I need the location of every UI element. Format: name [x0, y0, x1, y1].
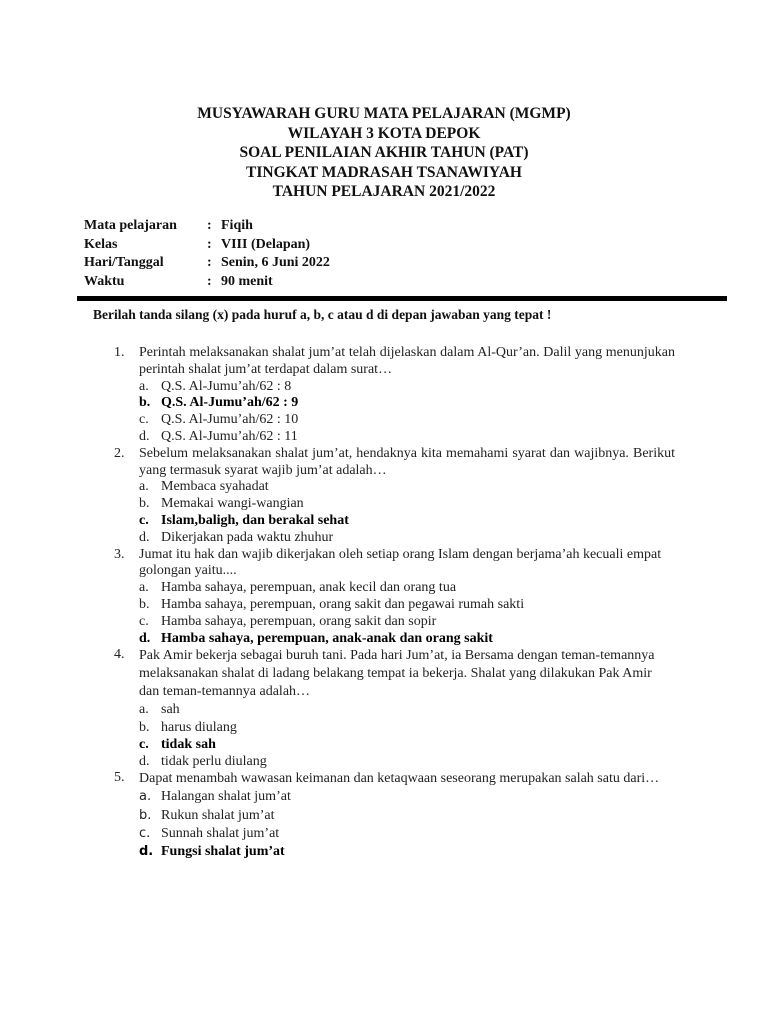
option-letter: d.: [139, 630, 151, 646]
info-row-time: [84, 273, 330, 292]
option-a[interactable]: [139, 701, 675, 718]
question-1: [114, 345, 675, 446]
question-text: Jumat itu hak dan wajib dikerjakan oleh setiap orang Islam dengan berjama’ah kecuali empat golongan yaitu....: [139, 546, 662, 579]
option-text: Islam,baligh, dan berakal sehat: [161, 512, 349, 528]
option-letter: c.: [139, 825, 151, 841]
option-a[interactable]: [139, 479, 675, 496]
option-a[interactable]: [139, 580, 675, 597]
info-label: Mata pelajaran: [84, 218, 177, 233]
option-text: sah: [161, 702, 180, 718]
question-text: Sebelum melaksanakan shalat jum’at, hendaknya kita memahami syarat dan wajibnya. Berikut yang termasuk syarat wajib jum’at adalah…: [139, 445, 675, 478]
option-letter: c.: [139, 412, 149, 428]
option-letter: a.: [139, 702, 149, 718]
option-b[interactable]: [139, 719, 675, 736]
header-line: TINGKAT MADRASAH TSANAWIYAH: [246, 163, 522, 181]
option-b[interactable]: [139, 496, 675, 513]
exam-header: [0, 104, 768, 202]
option-d[interactable]: [139, 530, 675, 547]
option-a[interactable]: [139, 379, 675, 396]
question-list: [114, 345, 675, 862]
option-c[interactable]: [139, 513, 675, 530]
question-number: 4.: [114, 647, 125, 663]
option-letter: b.: [139, 496, 150, 512]
question-number: 1.: [114, 345, 125, 360]
option-c[interactable]: [139, 614, 675, 631]
question-number: 2.: [114, 445, 125, 461]
option-d[interactable]: [139, 631, 675, 648]
option-text: Hamba sahaya, perempuan, anak-anak dan orang sakit: [161, 630, 493, 646]
info-value: Fiqih: [221, 218, 253, 233]
header-line: SOAL PENILAIAN AKHIR TAHUN (PAT): [239, 144, 529, 161]
option-text: tidak sah: [161, 736, 216, 752]
option-text: Q.S. Al-Jumu’ah/62 : 9: [161, 395, 299, 411]
option-text: Q.S. Al-Jumu’ah/62 : 8: [161, 378, 292, 394]
option-text: Halangan shalat jum’at: [161, 789, 291, 805]
question-2: [114, 446, 675, 547]
option-text: harus diulang: [161, 719, 237, 735]
option-d[interactable]: [139, 843, 675, 861]
info-label: Hari/Tanggal: [84, 255, 164, 270]
option-letter: d.: [139, 529, 150, 545]
option-letter: b.: [139, 596, 150, 612]
option-letter: a.: [139, 580, 149, 596]
option-text: Sunnah shalat jum’at: [161, 825, 280, 841]
question-text: Dapat menambah wawasan keimanan dan ketaqwaan seseorang merupakan salah satu dari…: [139, 771, 660, 787]
info-row-subject: [84, 217, 330, 236]
option-c[interactable]: [139, 412, 675, 429]
info-separator: :: [207, 255, 212, 270]
info-row-date: [84, 254, 330, 273]
option-letter: b.: [139, 719, 150, 735]
option-text: Membaca syahadat: [161, 479, 269, 495]
option-letter: c.: [139, 613, 149, 629]
question-3: [114, 547, 675, 648]
option-letter: a.: [139, 789, 152, 805]
option-b[interactable]: [139, 807, 675, 825]
info-value: VIII (Delapan): [221, 236, 311, 252]
option-letter: d.: [139, 844, 154, 860]
info-value: 90 menit: [221, 273, 273, 289]
option-letter: a.: [139, 479, 149, 495]
option-letter: d.: [139, 753, 150, 769]
option-a[interactable]: [139, 788, 675, 806]
option-text: Hamba sahaya, perempuan, anak kecil dan orang tua: [161, 580, 457, 596]
option-text: Q.S. Al-Jumu’ah/62 : 11: [161, 428, 298, 444]
option-c[interactable]: [139, 825, 675, 843]
option-text: Memakai wangi-wangian: [161, 496, 304, 512]
header-line: MUSYAWARAH GURU MATA PELAJARAN (MGMP): [197, 105, 571, 122]
option-text: Hamba sahaya, perempuan, orang sakit dan sopir: [161, 613, 437, 629]
option-letter: b.: [139, 807, 152, 823]
option-b[interactable]: [139, 597, 675, 614]
info-separator: :: [207, 218, 212, 233]
option-c[interactable]: [139, 736, 675, 753]
option-text: Rukun shalat jum’at: [161, 807, 275, 823]
option-letter: b.: [139, 395, 151, 411]
question-text: Pak Amir bekerja sebagai buruh tani. Pada hari Jum’at, ia Bersama dengan teman-temannya melaksanakan shalat di ladang belakang tempat ia bekerja. Shalat yang dilakukan Pak Amir dan teman-temannya adalah…: [139, 648, 655, 700]
question-5: [114, 770, 675, 862]
option-d[interactable]: [139, 753, 675, 770]
option-letter: d.: [139, 428, 150, 444]
option-text: tidak perlu diulang: [161, 753, 267, 769]
exam-info: [84, 217, 330, 291]
header-divider: [77, 296, 727, 301]
header-line: WILAYAH 3 KOTA DEPOK: [287, 124, 481, 142]
option-letter: c.: [139, 736, 149, 752]
info-label: Waktu: [84, 273, 125, 289]
question-number: 5.: [114, 770, 125, 786]
info-separator: :: [207, 273, 212, 289]
option-text: Dikerjakan pada waktu zhuhur: [161, 529, 334, 545]
info-row-class: [84, 236, 330, 255]
option-d[interactable]: [139, 429, 675, 446]
header-line: TAHUN PELAJARAN 2021/2022: [272, 183, 496, 200]
option-letter: a.: [139, 378, 149, 394]
option-letter: c.: [139, 512, 149, 528]
option-text: Fungsi shalat jum’at: [161, 844, 285, 860]
question-text: Perintah melaksanakan shalat jum’at telah dijelaskan dalam Al-Qur’an. Dalil yang menunjukan perintah shalat jum’at terdapat dalam surat…: [139, 345, 675, 377]
option-b[interactable]: [139, 395, 675, 412]
info-value: Senin, 6 Juni 2022: [221, 255, 330, 270]
question-number: 3.: [114, 546, 125, 562]
option-text: Q.S. Al-Jumu’ah/62 : 10: [161, 412, 299, 428]
info-label: Kelas: [84, 236, 118, 252]
option-text: Hamba sahaya, perempuan, orang sakit dan pegawai rumah sakti: [161, 596, 525, 612]
instruction-text: Berilah tanda silang (x) pada huruf a, b, c atau d di depan jawaban yang tepat !: [93, 307, 552, 322]
question-4: [114, 647, 675, 770]
info-separator: :: [207, 236, 212, 252]
